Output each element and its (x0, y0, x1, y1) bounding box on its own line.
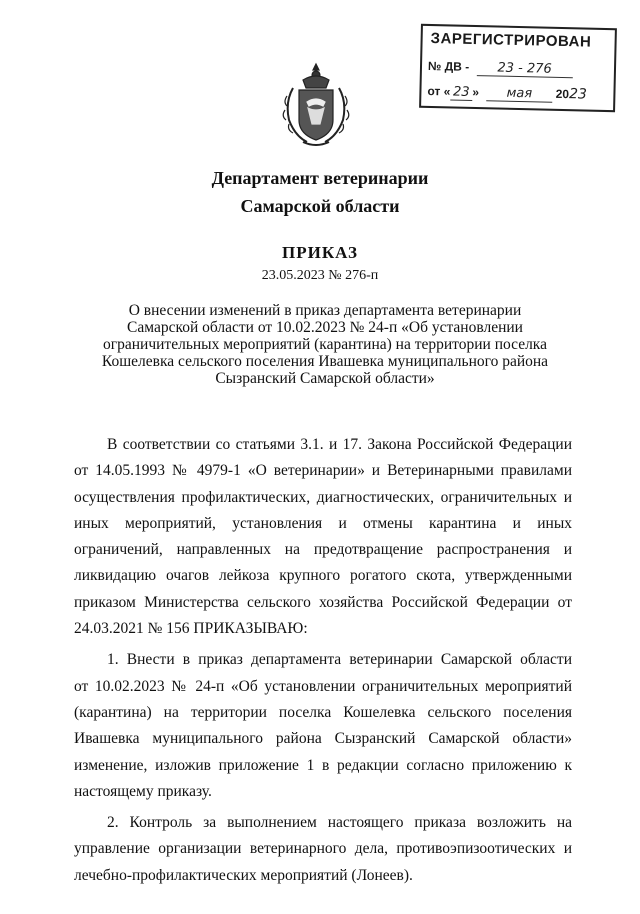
document-type-title: ПРИКАЗ (282, 243, 358, 262)
clause-1-paragraph (74, 647, 572, 805)
subject-line: О внесении изменений в приказ департамента ветеринарии (128, 302, 522, 319)
body-line: (карантина) на территории поселка Кошелевка сельского поселения (74, 703, 572, 721)
body-line: управление организации ветеринарного дела, противоэпизоотических и (74, 840, 572, 858)
subject-line: Самарской области от 10.02.2023 № 24-п «Об установлении (127, 319, 523, 336)
subject-line: Сызранский Самарской области» (215, 370, 435, 387)
stamp-date-line (427, 83, 588, 104)
coat-of-arms-emblem (281, 62, 351, 150)
subject-line: Кошелевка сельского поселения Ивашевка муниципального района (101, 353, 549, 370)
body-line: изменение, изложив приложение 1 в редакции согласно приложению к (74, 756, 572, 774)
body-line: 1. Внести в приказ департамента ветеринарии Самарской области (107, 651, 572, 669)
body-line: Ивашевка муниципального района Сызранский Самарской области» (74, 730, 572, 748)
clause-2-paragraph (74, 810, 572, 889)
stamp-number-value: 23 - 276 (476, 60, 572, 78)
stamp-date-year: 23 (568, 86, 588, 103)
preamble-paragraph (74, 432, 572, 642)
stamp-date-year-prefix: 20 (555, 86, 570, 102)
body-line: осуществления профилактических, диагностических, ограничительных и (74, 488, 572, 506)
department-name-line2: Самарской области (240, 196, 400, 216)
body-line: лечебно-профилактических мероприятий (Лонеев). (74, 866, 413, 884)
body-line: 2. Контроль за выполнением настоящего приказа возложить на (107, 814, 572, 832)
stamp-date-day: 23 (450, 84, 472, 100)
body-line: приказом Министерства сельского хозяйства Российской Федерации от (74, 593, 572, 611)
body-line: В соответствии со статьями 3.1. и 17. Закона Российской Федерации (107, 436, 572, 453)
stamp-date-month: мая (486, 85, 552, 102)
stamp-date-prefix: от « (427, 83, 451, 99)
department-name-line1: Департамент ветеринарии (211, 168, 429, 188)
body-line: от 10.02.2023 № 24-п «Об установлении ограничительных мероприятий (74, 677, 572, 695)
body-line: 24.03.2021 № 156 ПРИКАЗЫВАЮ: (74, 620, 308, 638)
body-line: от 14.05.1993 № 4979-1 «О ветеринарии» и Ветеринарными правилами (74, 462, 572, 480)
document-subject (90, 302, 560, 387)
document-date-number: 23.05.2023 № 276-п (261, 268, 379, 283)
stamp-number-line (428, 59, 573, 78)
registration-stamp (419, 24, 617, 112)
stamp-number-label: № ДВ - (427, 58, 470, 74)
subject-line: ограничительных мероприятий (карантина) на территории поселка (103, 336, 547, 353)
body-line: иных мероприятий, установления и отмены карантина и иных (74, 514, 572, 532)
body-line: ограничений, направленных на предотвращение распространения и (74, 541, 572, 559)
body-line: ликвидацию очагов лейкоза крупного рогатого скота, утвержденными (74, 567, 572, 585)
body-line: настоящему приказу. (74, 782, 212, 800)
stamp-title: ЗАРЕГИСТРИРОВАН (430, 30, 592, 51)
stamp-date-mid: » (472, 84, 480, 100)
document-body (74, 432, 572, 889)
